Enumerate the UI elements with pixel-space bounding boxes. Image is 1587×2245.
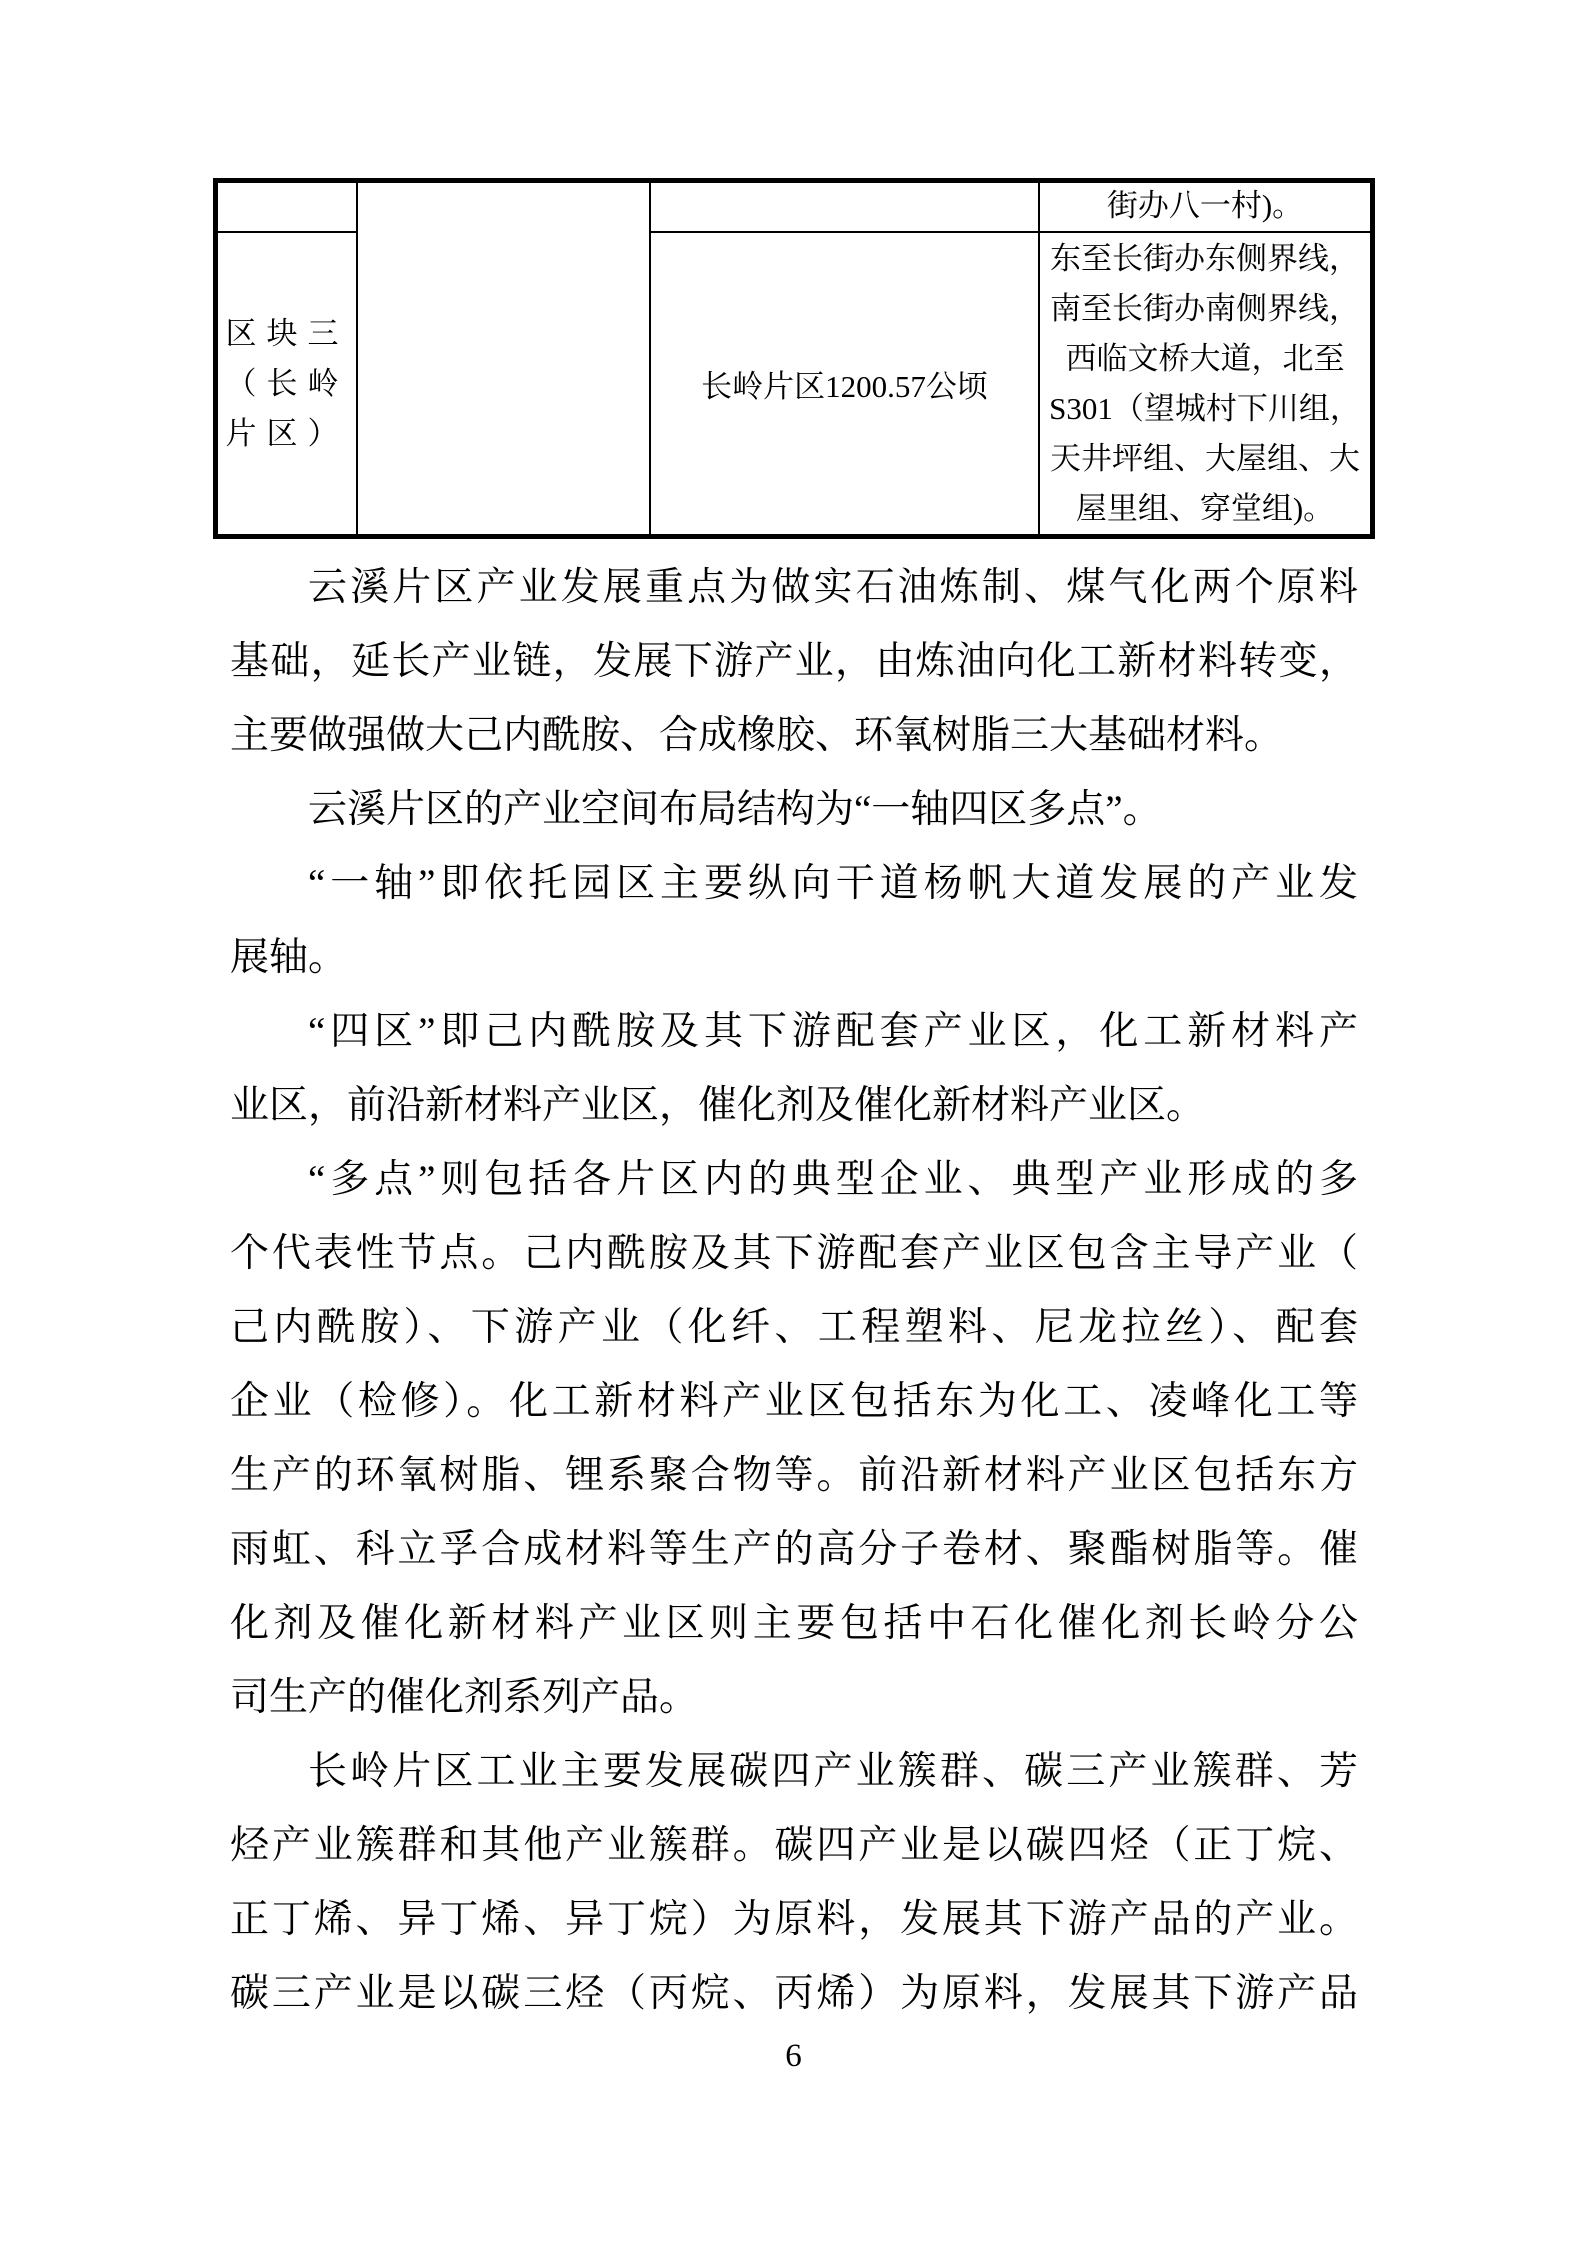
- table-cell-merged-empty: [356, 183, 649, 534]
- text-line: 业区，前沿新材料产业区，催化剂及催化新材料产业区。: [230, 1084, 1206, 1127]
- boundary-line: 西临文桥大道，北至: [1065, 341, 1345, 376]
- text-line: “多点”则包括各片区内的典型企业、典型产业形成的多: [308, 1158, 1358, 1201]
- text-line: 长岭片区工业主要发展碳四产业簇群、碳三产业簇群、芳: [308, 1750, 1358, 1793]
- paragraph-multi-points: [230, 1143, 1358, 1735]
- text-line: 云溪片区的产业空间布局结构为“一轴四区多点”。: [308, 788, 1162, 831]
- text-line: 烃产业簇群和其他产业簇群。碳四产业是以碳四烃（正丁烷、: [230, 1824, 1358, 1867]
- text-line: 正丁烯、异丁烯、异丁烷）为原料，发展其下游产品的产业。: [230, 1898, 1358, 1941]
- page-number: 6: [785, 2038, 802, 2074]
- block-label-line: 片区）: [225, 415, 349, 451]
- table-cell-empty-prev-label: [218, 183, 356, 231]
- paragraph-one-axis: [230, 847, 1358, 995]
- table-cell-boundary: [1038, 231, 1370, 534]
- text-line: “一轴”即依托园区主要纵向干道杨帆大道发展的产业发: [308, 862, 1358, 905]
- boundary-tail-text: 街办八一村)。: [1106, 188, 1304, 223]
- text-line: 展轴。: [230, 936, 348, 979]
- boundary-line: 东至长街办东侧界线，: [1050, 241, 1360, 276]
- table-cell-area: [649, 231, 1038, 534]
- paragraph-yunxi-industry-focus: [230, 551, 1358, 773]
- text-line: 碳三产业是以碳三烃（丙烷、丙烯）为原料，发展其下游产品: [230, 1972, 1358, 2015]
- text-line: 司生产的催化剂系列产品。: [230, 1676, 699, 1719]
- text-line: 化剂及催化新材料产业区则主要包括中石化催化剂长岭分公: [230, 1602, 1358, 1645]
- text-line: “四区”即己内酰胺及其下游配套产业区，化工新材料产: [308, 1010, 1358, 1053]
- paragraph-four-zones: [230, 995, 1358, 1143]
- text-line: 云溪片区产业发展重点为做实石油炼制、煤气化两个原料: [308, 566, 1358, 609]
- land-blocks-table: [213, 178, 1375, 539]
- table-cell-block-label: [218, 231, 356, 534]
- boundary-line: S301（望城村下川组，: [1049, 391, 1361, 426]
- table-cell-empty-prev-area: [649, 183, 1038, 231]
- text-line: 个代表性节点。己内酰胺及其下游配套产业区包含主导产业（: [230, 1232, 1358, 1275]
- table-cell-boundary-continued: [1038, 183, 1370, 231]
- text-line: 雨虹、科立孚合成材料等生产的高分子卷材、聚酯树脂等。催: [230, 1528, 1358, 1571]
- text-line: 基础，延长产业链，发展下游产业，由炼油向化工新材料转变，: [230, 640, 1358, 683]
- text-line: 生产的环氧树脂、锂系聚合物等。前沿新材料产业区包括东方: [230, 1454, 1358, 1497]
- block-label-line: （长岭: [225, 365, 349, 401]
- body-text: [230, 551, 1358, 2031]
- boundary-line: 屋里组、穿堂组)。: [1075, 491, 1335, 526]
- paragraph-yunxi-spatial-layout: [230, 773, 1358, 847]
- text-line: 企业（检修）。化工新材料产业区包括东为化工、凌峰化工等: [230, 1380, 1358, 1423]
- boundary-line: 南至长街办南侧界线，: [1050, 291, 1360, 326]
- text-line: 主要做强做大己内酰胺、合成橡胶、环氧树脂三大基础材料。: [230, 714, 1284, 757]
- block-label-line: 区块三: [225, 315, 349, 351]
- boundary-line: 天井坪组、大屋组、大: [1050, 441, 1360, 476]
- text-line: 己内酰胺）、下游产业（化纤、工程塑料、尼龙拉丝）、配套: [230, 1306, 1358, 1349]
- paragraph-changling-industry: [230, 1735, 1358, 2031]
- area-text: 长岭片区1200.57公顷: [701, 369, 988, 404]
